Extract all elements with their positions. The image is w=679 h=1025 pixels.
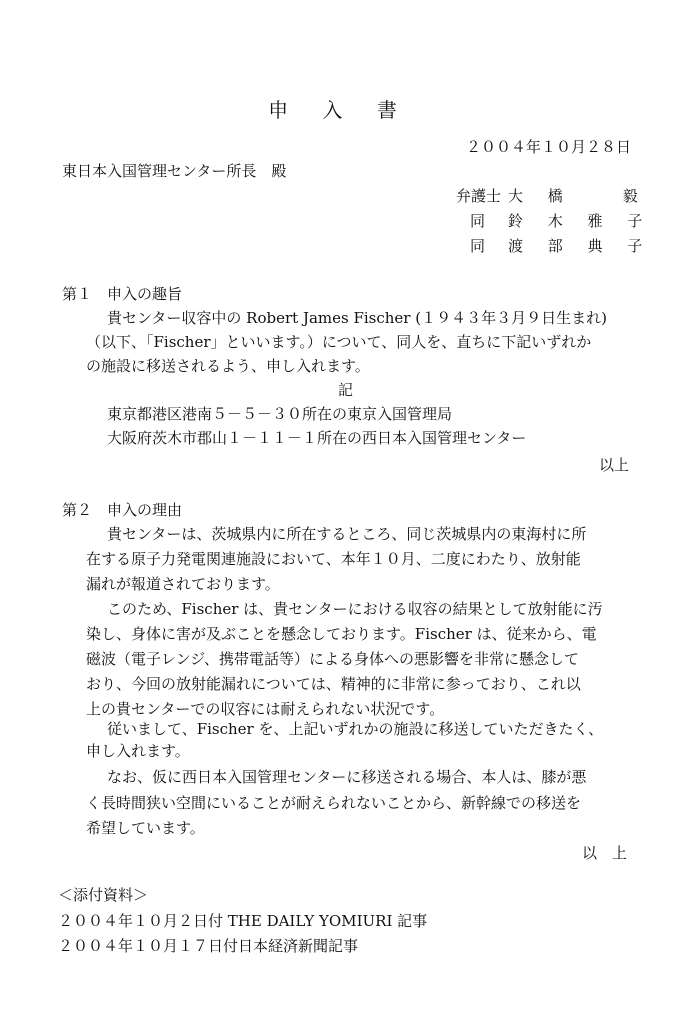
section2-line: 在する原子力発電関連施設において、本年１０月、二度にわたり、放射能: [86, 550, 581, 568]
lawyer-row: [456, 211, 652, 231]
section2-line: 漏れが報道されております。: [86, 575, 280, 593]
facility-item: 大阪府茨木市郡山１－１１－１所在の西日本入国管理センター: [107, 429, 527, 447]
section2-line: 染し、身体に害が及ぶことを懸念しております。Fischer は、従来から、電: [86, 625, 597, 643]
document-date: ２００４年１０月２８日: [465, 138, 631, 156]
lawyer-role: 同: [470, 237, 486, 255]
section1-para-line: の施設に移送されるよう、申し入れます。: [86, 357, 370, 375]
lawyer-row: [456, 236, 652, 256]
section2-ijou: 以 上: [581, 844, 627, 862]
section2-heading: 第２ 申入の理由: [62, 501, 183, 519]
attachment-item: ２００４年１０月２日付 THE DAILY YOMIURI 記事: [58, 912, 428, 930]
section1-heading: 第１ 申入の趣旨: [62, 285, 183, 303]
document-title: 申 入 書: [268, 98, 411, 122]
lawyer-role: 弁護士: [456, 187, 502, 205]
attachment-item: ２００４年１０月１７日付日本経済新聞記事: [58, 937, 359, 955]
lawyer-name: 渡 部 典 子: [508, 237, 653, 255]
attachments-heading: ＜添付資料＞: [58, 886, 149, 904]
lawyer-name: 鈴 木 雅 子: [508, 212, 653, 230]
section2-line: なお、仮に西日本入国管理センターに移送される場合、本人は、膝が悪: [107, 768, 587, 786]
addressee: 東日本入国管理センター所長 殿: [62, 162, 287, 180]
section2-line: おり、今回の放射能漏れについては、精神的に非常に参っており、これ以: [86, 675, 581, 693]
section1-para-line: （以下、「Fischer」といいます。）について、同人を、直ちに下記いずれか: [86, 333, 592, 351]
section2-line: 申し入れます。: [86, 742, 190, 760]
section2-line: 従いまして、Fischer を、上記いずれかの施設に移送していただきたく、: [107, 720, 604, 738]
lawyer-row: [456, 186, 648, 206]
section2-line: 上の貴センターでの収容には耐えられない状況です。: [86, 700, 445, 718]
section2-line: 磁波（電子レンジ、携帯電話等）による身体への悪影響を非常に懸念して: [86, 650, 580, 668]
section2-line: このため、Fischer は、貴センターにおける収容の結果として放射能に汚: [107, 600, 603, 618]
facility-item: 東京都港区港南５－５－３０所在の東京入国管理局: [107, 405, 453, 423]
section1-ijou: 以上: [598, 456, 629, 474]
lawyer-name: 大 橋 毅: [508, 187, 648, 205]
ki-label: 記: [338, 381, 354, 399]
section1-para-line: 貴センター収容中の Robert James Fischer (１９４３年３月９日生まれ): [107, 309, 607, 327]
lawyer-role: 同: [470, 212, 486, 230]
section2-line: 貴センターは、茨城県内に所在するところ、同じ茨城県内の東海村に所: [107, 525, 587, 543]
section2-line: く長時間狭い空間にいることが耐えられないことから、新幹線での移送を: [86, 794, 582, 812]
section2-line: 希望しています。: [86, 819, 205, 837]
